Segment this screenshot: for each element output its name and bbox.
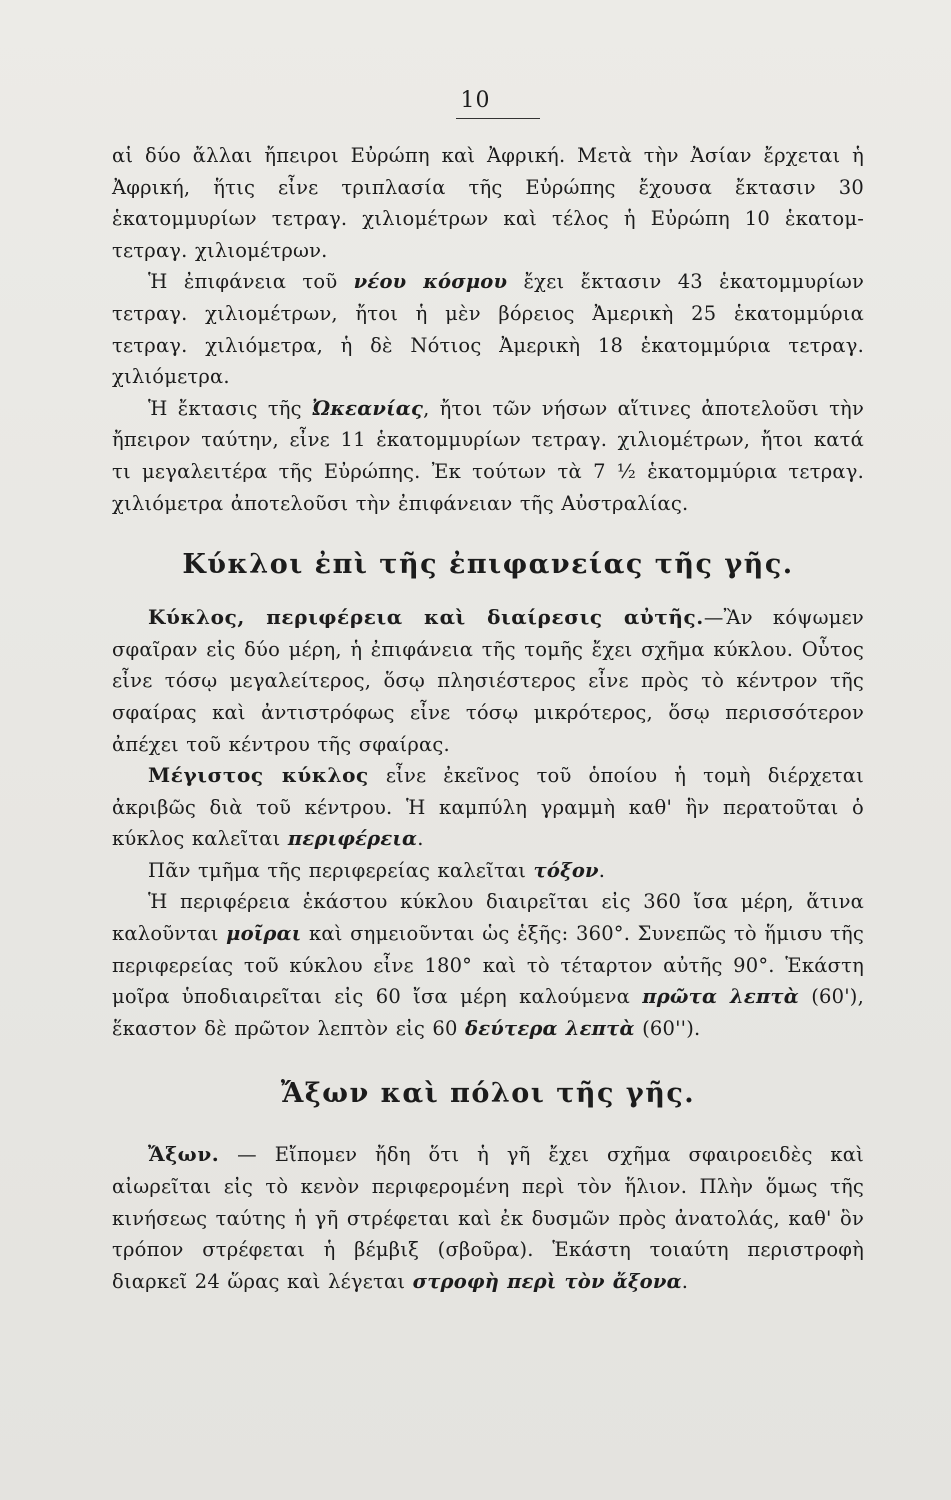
paragraph-new-world bbox=[112, 266, 864, 392]
paragraph-great-circle bbox=[112, 760, 864, 855]
lead-heading: Κύκλος, περιφέρεια καὶ διαίρεσις αὐτῆς. bbox=[148, 605, 704, 630]
text-column bbox=[112, 140, 864, 1297]
text-run: . bbox=[681, 1269, 689, 1293]
paragraph-degrees bbox=[112, 886, 864, 1044]
emphasis-term: πρῶτα λεπτὰ bbox=[642, 985, 799, 1009]
text-run: (60''). bbox=[634, 1016, 701, 1040]
text-run: ἔχει ἔκτασιν 43 ἑκατομμυρίων τετραγ. χιλιομέτρων, ἤτοι ἡ μὲν βόρειος Ἀμερικὴ 25 ἑκατομμύρια τετραγ. χιλιόμετρα, ἡ δὲ Νότιος Ἀμερικὴ 18 ἑκατομμύρια τετραγ. χιλιόμετρα. bbox=[112, 270, 864, 389]
paragraph-continents: αἱ δύο ἄλλαι ἤπειροι Εὐρώπη καὶ Ἀφρική. Μετὰ τὴν Ἀσίαν ἔρχεται ἡ Ἀφρική, ἥτις εἶνε τριπλασία τῆς Εὐρώπης ἔχουσα ἔκτασιν 30 ἑκατομμυρίων τετραγ. χιλιομέτρων καὶ τέλος ἡ Εὐρώπη 10 ἑκατομ-τετραγ. χιλιομέτρων. bbox=[112, 144, 864, 262]
paragraph-arc bbox=[112, 855, 864, 887]
paragraph-oceania bbox=[112, 393, 864, 519]
text-run: — Εἴπομεν ἤδη ὅτι ἡ γῆ ἔχει σχῆμα σφαιροειδὲς καὶ αἰωρεῖται εἰς τὸ κενὸν περιφερομένη περὶ τὸν ἥλιον. Πλὴν ὅμως τῆς κινήσεως ταύτης ἡ γῆ στρέφεται καὶ ἐκ δυσμῶν πρὸς ἀνατολάς, καθ' ὃν τρόπον στρέφεται ἡ βέμβιξ (σβοῦρα). Ἑκάστη τοιαύτη περιστροφὴ διαρκεῖ 24 ὥρας καὶ λέγεται bbox=[112, 1143, 864, 1293]
lead-heading: Μέγιστος κύκλος bbox=[148, 763, 369, 788]
text-run: Ἡ περιφέρεια ἑκάστου κύκλου διαιρεῖται εἰς 360 ἴσα μέρη, ἅτινα καλοῦνται bbox=[112, 890, 864, 946]
text-run: , ἤτοι τῶν νήσων αἵτινες ἀποτελοῦσι τὴν ἤπειρον ταύτην, εἶνε 11 ἑκατομμυρίων τετραγ. χιλιομέτρων, ἤτοι κατά τι μεγαλειτέρα τῆς Εὐρώπης. Ἐκ τούτων τὰ 7 ½ ἑκατομμύρια τετραγ. χιλιόμετρα ἀποτελοῦσι τὴν ἐπιφάνειαν τῆς Αὐστραλίας. bbox=[112, 396, 864, 515]
text-run: Ἡ ἔκτασις τῆς bbox=[148, 396, 312, 420]
paragraph-axis bbox=[112, 1139, 864, 1297]
emphasis-term: τόξον bbox=[533, 858, 599, 882]
text-run: Ἡ ἐπιφάνεια τοῦ bbox=[148, 270, 354, 294]
text-run: (60'), ἕκαστον δὲ πρῶτον λεπτὸν εἰς 60 bbox=[112, 985, 865, 1040]
text-run: —Ἂν κόψωμεν σφαῖραν εἰς δύο μέρη, ἡ ἐπιφάνεια τῆς τομῆς ἔχει σχῆμα κύκλου. Οὗτος εἶνε τόσῳ μεγαλείτερος, ὅσῳ πλησιέστερος εἶνε πρὸς τὸ κέντρον τῆς σφαίρας καὶ ἀντιστρόφως εἶνε τόσῳ μικρότερος, ὅσῳ περισσότερον ἀπέχει τοῦ κέντρου τῆς σφαίρας. bbox=[112, 606, 864, 756]
emphasis-term: Ὠκεανίας bbox=[312, 396, 424, 420]
page-number-rule bbox=[456, 118, 540, 119]
page-number: 10 bbox=[460, 88, 491, 113]
emphasis-term: στροφὴ περὶ τὸν ἄξονα bbox=[412, 1269, 682, 1293]
emphasis-term: περιφέρεια bbox=[287, 827, 418, 851]
lead-heading: Ἄξων. bbox=[148, 1142, 220, 1167]
text-run: καὶ σημειοῦνται ὡς ἑξῆς: 360°. Συνεπῶς τὸ ἥμισυ τῆς περιφερείας τοῦ κύκλου εἶνε 180° καὶ τὸ τέταρτον αὐτῆς 90°. Ἑκάστη μοῖρα ὑποδιαιρεῖται εἰς 60 ἴσα μέρη καλούμενα bbox=[112, 922, 865, 1009]
section-title-circles: Κύκλοι ἐπὶ τῆς ἐπιφανείας τῆς γῆς. bbox=[182, 549, 794, 581]
emphasis-term: δεύτερα λεπτὰ bbox=[465, 1016, 635, 1040]
emphasis-term: μοῖραι bbox=[226, 922, 302, 946]
emphasis-term: νέου κόσμου bbox=[353, 270, 508, 294]
text-run: . bbox=[598, 858, 606, 882]
text-run: εἶνε ἐκεῖνος τοῦ ὁποίου ἡ τομὴ διέρχεται ἀκριβῶς διὰ τοῦ κέντρου. Ἡ καμπύλη γραμμὴ καθ' ἣν περατοῦται ὁ κύκλος καλεῖται bbox=[112, 764, 865, 851]
text-run: . bbox=[417, 827, 424, 851]
paragraph-circle-definition bbox=[112, 602, 864, 760]
text-run: Πᾶν τμῆμα τῆς περιφερείας καλεῖται bbox=[148, 858, 534, 882]
section-title-axis: Ἄξων καὶ πόλοι τῆς γῆς. bbox=[280, 1078, 696, 1110]
